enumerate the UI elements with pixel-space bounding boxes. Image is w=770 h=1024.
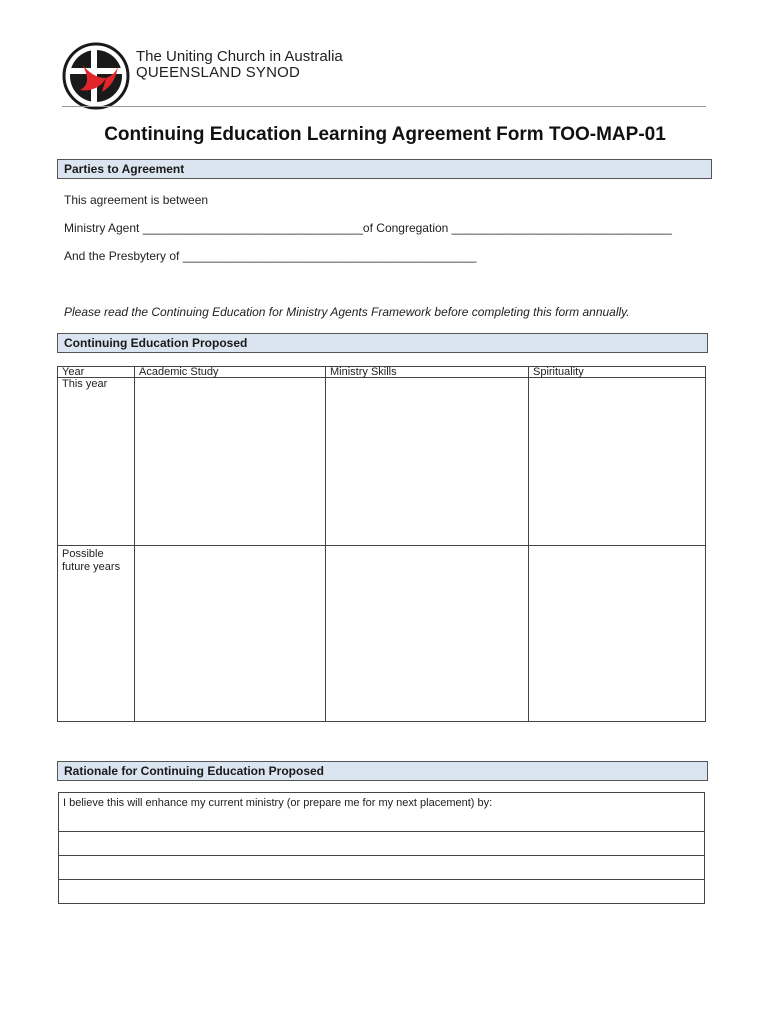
spirituality-this-year-cell[interactable] [529, 378, 706, 546]
ministry-skills-future-cell[interactable] [326, 546, 529, 722]
section-header-proposed: Continuing Education Proposed [57, 333, 708, 353]
ministry-skills-this-year-cell[interactable] [326, 378, 529, 546]
agreement-intro-text: This agreement is between [64, 193, 209, 207]
row-label-future-years: Possible future years [58, 546, 135, 722]
org-name-line2: QUEENSLAND SYNOD [136, 64, 301, 81]
uniting-church-logo-icon [62, 42, 130, 110]
column-header-spirituality: Spirituality [529, 367, 706, 378]
proposed-education-table [57, 366, 706, 722]
framework-notice: Please read the Continuing Education for Ministry Agents Framework before completing this form annually. [64, 305, 630, 319]
column-header-year: Year [58, 367, 135, 378]
header-divider [62, 106, 706, 107]
column-header-academic-study: Academic Study [135, 367, 326, 378]
form-title: Continuing Education Learning Agreement Form TOO-MAP-01 [104, 124, 666, 145]
rationale-line-2[interactable] [59, 856, 705, 880]
rationale-table [58, 792, 705, 904]
spirituality-future-cell[interactable] [529, 546, 706, 722]
rationale-prompt-cell[interactable]: I believe this will enhance my current ministry (or prepare me for my next placement) by: [59, 793, 705, 832]
academic-study-this-year-cell[interactable] [135, 378, 326, 546]
column-header-ministry-skills: Ministry Skills [326, 367, 529, 378]
row-label-this-year: This year [58, 378, 135, 546]
rationale-line-3[interactable] [59, 880, 705, 904]
section-header-parties: Parties to Agreement [57, 159, 712, 179]
rationale-line-1[interactable] [59, 832, 705, 856]
org-name-line1: The Uniting Church in Australia [136, 48, 343, 65]
academic-study-future-cell[interactable] [135, 546, 326, 722]
presbytery-field[interactable]: And the Presbytery of ____________________________________________ [64, 249, 477, 263]
ministry-agent-field[interactable]: Ministry Agent _________________________________of Congregation _________________________________ [64, 221, 672, 235]
section-header-rationale: Rationale for Continuing Education Proposed [57, 761, 708, 781]
